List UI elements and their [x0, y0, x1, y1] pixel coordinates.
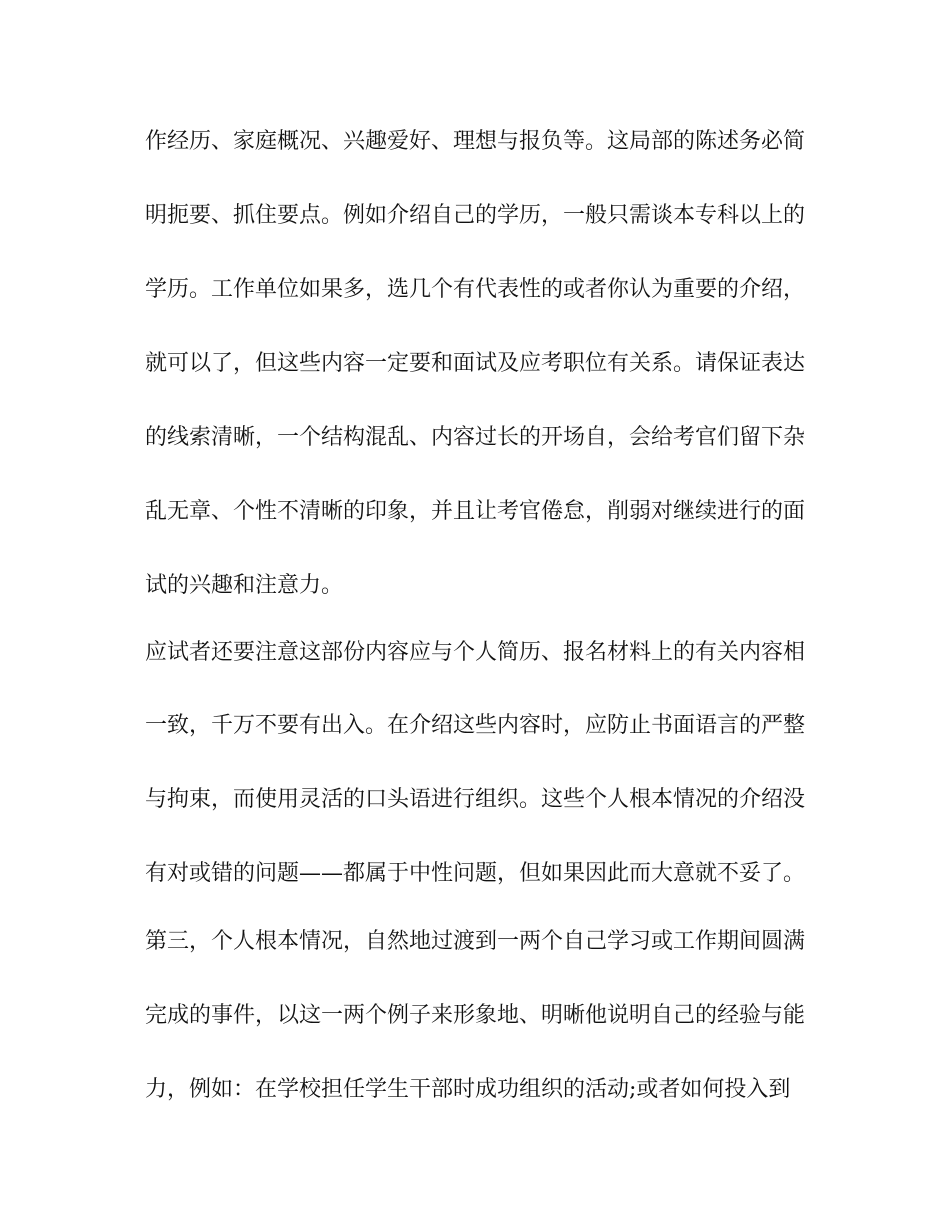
text-line: 试的兴趣和注意力。: [145, 573, 344, 598]
text-line: 与拘束，而使用灵活的口头语进行组织。这些个人根本情况的介绍没: [145, 787, 806, 812]
text-line: 明扼要、抓住要点。例如介绍自己的学历，一般只需谈本专科以上的: [145, 203, 806, 228]
text-line: 完成的事件，以这一两个例子来形象地、明晰他说明自己的经验与能: [145, 1003, 806, 1028]
text-line: 学历。工作单位如果多，选几个有代表性的或者你认为重要的介绍，: [145, 277, 806, 302]
text-line: 乱无章、个性不清晰的印象，并且让考官倦怠，削弱对继续进行的面: [145, 499, 806, 524]
text-line: 有对或错的问题——都属于中性问题，但如果因此而大意就不妥了。: [145, 861, 806, 886]
text-line: 应试者还要注意这部份内容应与个人简历、报名材料上的有关内容相: [145, 640, 806, 665]
text-line: 的线索清晰，一个结构混乱、内容过长的开场自，会给考官们留下杂: [145, 425, 806, 450]
text-line: 第三，个人根本情况，自然地过渡到一两个自己学习或工作期间圆满: [145, 929, 806, 954]
text-line: 就可以了，但这些内容一定要和面试及应考职位有关系。请保证表达: [145, 351, 806, 376]
text-line: 一致，千万不要有出入。在介绍这些内容时，应防止书面语言的严整: [145, 713, 806, 738]
text-line: 力，例如：在学校担任学生干部时成功组织的活动;或者如何投入到: [145, 1077, 791, 1102]
text-line: 作经历、家庭概况、兴趣爱好、理想与报负等。这局部的陈述务必简: [145, 129, 806, 154]
